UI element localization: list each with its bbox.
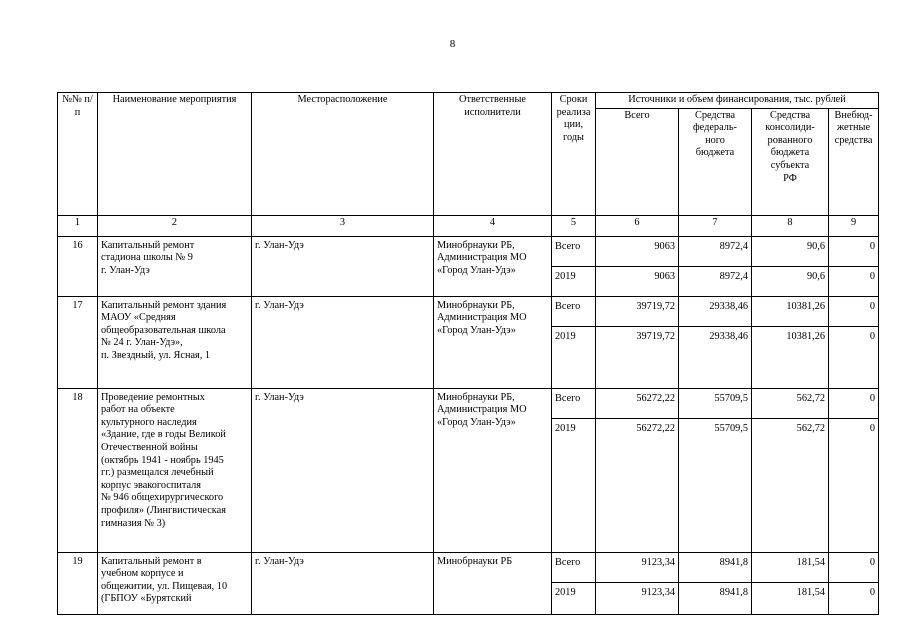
header-sources: [596, 93, 879, 109]
header-line: РФ: [783, 172, 797, 184]
header-name: [98, 93, 252, 216]
amount-regional: 562,72: [752, 388, 829, 418]
amount-extra: 0: [829, 266, 879, 296]
header-line: ного: [705, 134, 725, 146]
column-number: 1: [58, 215, 98, 236]
column-number: 7: [679, 215, 752, 236]
row-number: 17: [58, 296, 98, 388]
event-name-line: профиля» (Лингвистическая: [101, 504, 226, 516]
table-row: [58, 296, 879, 326]
amount-federal: 8972,4: [679, 236, 752, 266]
event-location: г. Улан-Удэ: [252, 296, 434, 388]
responsible-line: «Город Улан-Удэ»: [437, 264, 516, 276]
period: 2019: [552, 418, 596, 552]
amount-regional: 181,54: [752, 582, 829, 614]
event-name-line: Капитальный ремонт здания: [101, 299, 227, 311]
amount-federal: 8941,8: [679, 552, 752, 582]
header-line: рованного: [767, 134, 813, 146]
table-row: [58, 236, 879, 266]
period: 2019: [552, 266, 596, 296]
responsible-line: Минобрнауки РБ: [437, 555, 513, 567]
amount-regional: 10381,26: [752, 326, 829, 388]
header-line: консолиди-: [765, 122, 815, 134]
amount-federal: 8972,4: [679, 266, 752, 296]
event-responsible: [434, 236, 552, 296]
header-line: Средства: [769, 109, 811, 121]
header-location: [252, 93, 434, 216]
event-name-line: гг.) размещался лечебный: [101, 467, 214, 479]
row-number: 18: [58, 388, 98, 552]
column-number: 4: [434, 215, 552, 236]
header-line: реализа: [556, 106, 591, 118]
event-name-line: работ на объекте: [101, 404, 175, 416]
header-responsible-text: Ответственные исполнители: [459, 94, 526, 118]
amount-extra: 0: [829, 326, 879, 388]
column-number: 2: [98, 215, 252, 236]
table-row: [58, 388, 879, 418]
event-name-line: Капитальный ремонт в: [101, 555, 202, 567]
responsible-line: Минобрнауки РБ,: [437, 391, 515, 403]
period: Всего: [552, 236, 596, 266]
responsible-line: «Город Улан-Удэ»: [437, 416, 516, 428]
page-number: 8: [449, 38, 456, 50]
responsible-line: Минобрнауки РБ,: [437, 239, 515, 251]
event-name-line: (октябрь 1941 - ноябрь 1945: [101, 454, 224, 466]
amount-extra: 0: [829, 418, 879, 552]
amount-federal: 29338,46: [679, 326, 752, 388]
amount-total: 56272,22: [596, 418, 679, 552]
event-name-line: стадиона школы № 9: [101, 252, 193, 264]
event-location: г. Улан-Удэ: [252, 236, 434, 296]
event-name-line: г. Улан-Удэ: [101, 264, 150, 276]
amount-federal: 55709,5: [679, 388, 752, 418]
amount-extra: 0: [829, 296, 879, 326]
header-num-text: №№ п/п: [62, 94, 93, 118]
header-line: средства: [834, 134, 873, 146]
amount-extra: 0: [829, 236, 879, 266]
event-name-line: № 946 общехирургического: [101, 492, 224, 504]
responsible-line: «Город Улан-Удэ»: [437, 324, 516, 336]
header-regional: [752, 108, 829, 215]
amount-federal: 55709,5: [679, 418, 752, 552]
amount-total: 39719,72: [596, 326, 679, 388]
period: Всего: [552, 388, 596, 418]
table-row: [58, 552, 879, 582]
period: Всего: [552, 296, 596, 326]
event-name-line: Капитальный ремонт: [101, 239, 195, 251]
responsible-line: Администрация МО: [437, 252, 527, 264]
event-responsible: [434, 388, 552, 552]
amount-total: 39719,72: [596, 296, 679, 326]
amount-regional: 181,54: [752, 552, 829, 582]
event-responsible: [434, 296, 552, 388]
column-numbers-row: [58, 215, 879, 236]
amount-extra: 0: [829, 582, 879, 614]
header-line: ции,: [563, 119, 584, 131]
header-extra: [829, 108, 879, 215]
amount-total: 9063: [596, 266, 679, 296]
header-location-text: Месторасположение: [297, 94, 388, 105]
event-name-line: общеобразовательная школа: [101, 324, 226, 336]
amount-regional: 90,6: [752, 266, 829, 296]
event-name: [98, 236, 252, 296]
amount-regional: 10381,26: [752, 296, 829, 326]
header-responsible: [434, 93, 552, 216]
header-line: бюджета: [695, 147, 735, 159]
column-number: 8: [752, 215, 829, 236]
header-row: [58, 93, 879, 109]
column-number: 3: [252, 215, 434, 236]
amount-total: 9123,34: [596, 582, 679, 614]
event-name-line: (ГБПОУ «Бурятский: [101, 593, 192, 605]
event-name: [98, 296, 252, 388]
event-location: г. Улан-Удэ: [252, 552, 434, 614]
header-line: годы: [563, 131, 584, 143]
column-number: 5: [552, 215, 596, 236]
header-line: Внебюд-: [834, 109, 873, 121]
amount-extra: 0: [829, 552, 879, 582]
header-line: Сроки: [559, 94, 588, 105]
header-line: жетные: [836, 122, 871, 134]
amount-total: 9123,34: [596, 552, 679, 582]
event-name-line: гимназия № 3): [101, 517, 166, 529]
amount-extra: 0: [829, 388, 879, 418]
event-name-line: учебном корпусе и: [101, 568, 184, 580]
header-num: [58, 93, 98, 216]
event-name-line: корпус эвакогоспиталя: [101, 479, 202, 491]
amount-federal: 29338,46: [679, 296, 752, 326]
responsible-line: Минобрнауки РБ,: [437, 299, 515, 311]
event-name-line: Проведение ремонтных: [101, 391, 205, 403]
event-name-line: п. Звездный, ул. Ясная, 1: [101, 349, 211, 361]
header-line: субъекта: [770, 159, 810, 171]
event-name-line: Отечественной войны: [101, 441, 198, 453]
event-name: [98, 388, 252, 552]
header-terms: [552, 93, 596, 216]
amount-regional: 562,72: [752, 418, 829, 552]
header-line: бюджета: [770, 147, 810, 159]
column-number: 6: [596, 215, 679, 236]
financing-table: [57, 92, 879, 615]
period: Всего: [552, 552, 596, 582]
event-name-line: «Здание, где в годы Великой: [101, 429, 226, 441]
amount-total: 56272,22: [596, 388, 679, 418]
header-federal: [679, 108, 752, 215]
header-total-text: Всего: [624, 109, 650, 121]
header-line: федераль-: [693, 122, 737, 134]
event-responsible: [434, 552, 552, 614]
amount-regional: 90,6: [752, 236, 829, 266]
event-name-line: культурного наследия: [101, 416, 197, 428]
amount-federal: 8941,8: [679, 582, 752, 614]
period: 2019: [552, 582, 596, 614]
event-name-line: МАОУ «Средняя: [101, 312, 176, 324]
row-number: 16: [58, 236, 98, 296]
responsible-line: Администрация МО: [437, 312, 527, 324]
header-line: Средства: [694, 109, 736, 121]
header-total: [596, 108, 679, 215]
header-sources-text: Источники и объем финансирования, тыс. рублей: [628, 94, 846, 105]
header-name-text: Наименование мероприятия: [112, 94, 237, 105]
event-location: г. Улан-Удэ: [252, 388, 434, 552]
event-name-line: общежитии, ул. Пищевая, 10: [101, 580, 228, 592]
period: 2019: [552, 326, 596, 388]
event-name: [98, 552, 252, 614]
amount-total: 9063: [596, 236, 679, 266]
column-number: 9: [829, 215, 879, 236]
row-number: 19: [58, 552, 98, 614]
responsible-line: Администрация МО: [437, 404, 527, 416]
event-name-line: № 24 г. Улан-Удэ»,: [101, 337, 183, 349]
